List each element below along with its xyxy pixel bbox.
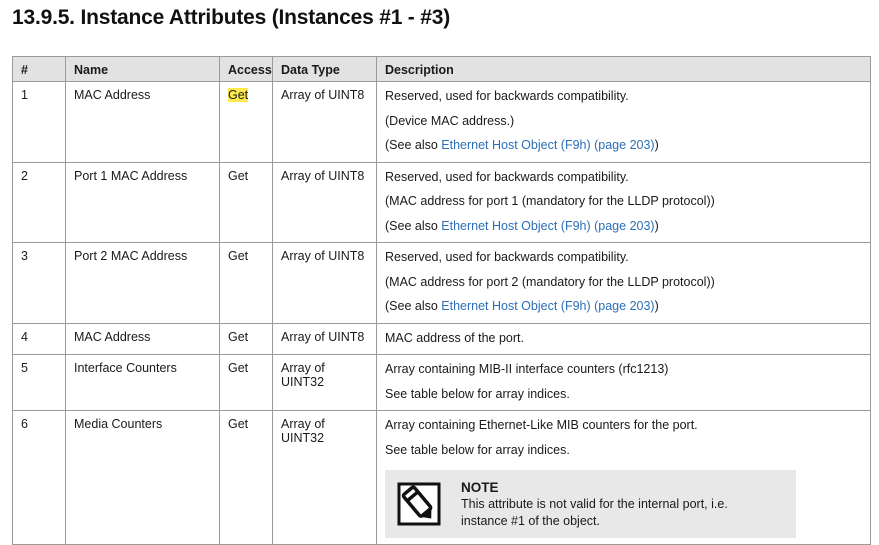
cell-name: MAC Address [66,323,220,355]
cell-data-type: Array of UINT32 [273,355,377,411]
table-row [13,162,871,243]
cell-data-type: Array of UINT8 [273,162,377,243]
instance-attributes-table [12,56,871,545]
description-line: See table below for array indices. [385,386,570,401]
description-line: Reserved, used for backwards compatibility. [385,89,629,103]
header-name: Name [66,57,220,82]
see-also-line [385,137,862,162]
description-line: (MAC address for port 2 (mandatory for the LLDP protocol)) [385,274,715,289]
note-text-line: This attribute is not valid for the internal port, i.e. [461,496,728,511]
cell-access: Get [220,323,273,355]
table-row [13,355,871,411]
table-row [13,243,871,324]
cell-access: Get [220,355,273,411]
description-line: See table below for array indices. [385,442,570,457]
table-row [13,411,871,545]
description-line: (Device MAC address.) [385,113,515,128]
cell-data-type: Array of UINT8 [273,243,377,324]
see-also-prefix: (See also [385,218,442,233]
cell-access [220,82,273,163]
description-line: Reserved, used for backwards compatibility. [385,169,629,184]
section-title: 13.9.5. Instance Attributes (Instances #1 - #3) [12,6,450,29]
cell-number: 2 [13,162,66,243]
note-text-line: instance #1 of the object. [461,513,600,528]
cell-name: MAC Address [66,82,220,163]
cell-description [377,323,871,355]
cell-number: 5 [13,355,66,411]
cell-name: Port 1 MAC Address [66,162,220,243]
header-data-type: Data Type [273,57,377,82]
cell-access: Get [220,411,273,545]
cell-description [377,411,871,545]
cell-data-type: Array of UINT8 [273,82,377,163]
table-row [13,323,871,355]
see-also-suffix: ) [654,299,659,313]
cell-number: 6 [13,411,66,545]
cell-data-type: Array of UINT8 [273,323,377,355]
ethernet-host-object-link[interactable]: Ethernet Host Object (F9h) (page 203) [441,299,655,313]
note-box [385,470,796,538]
header-access: Access [220,57,273,82]
cell-name: Media Counters [66,411,220,545]
note-title: NOTE [461,479,499,495]
see-also-line [385,298,862,323]
see-also-prefix: (See also [385,138,442,152]
ethernet-host-object-link[interactable]: Ethernet Host Object (F9h) (page 203) [441,218,655,233]
cell-number: 4 [13,323,66,355]
note-content [461,479,728,530]
see-also-line [385,218,862,243]
ethernet-host-object-link[interactable]: Ethernet Host Object (F9h) (page 203) [441,138,655,152]
description-line: Reserved, used for backwards compatibility. [385,250,629,264]
highlighted-access: Get [228,88,249,102]
see-also-suffix: ) [654,218,659,233]
cell-name: Interface Counters [66,355,220,411]
description-line: Array containing MIB-II interface counters (rfc1213) [385,362,669,376]
note-pencil-icon [397,482,441,526]
description-line: Array containing Ethernet-Like MIB counters for the port. [385,418,698,432]
cell-number: 3 [13,243,66,324]
header-number: # [13,57,66,82]
cell-description [377,243,871,324]
cell-number: 1 [13,82,66,163]
table-row [13,82,871,163]
see-also-suffix: ) [654,138,659,152]
see-also-prefix: (See also [385,299,442,313]
cell-data-type: Array of UINT32 [273,411,377,545]
header-description: Description [377,57,871,82]
cell-description [377,355,871,411]
cell-access: Get [220,162,273,243]
table-header-row [13,57,871,82]
cell-access: Get [220,243,273,324]
cell-description [377,162,871,243]
cell-description [377,82,871,163]
cell-name: Port 2 MAC Address [66,243,220,324]
description-line: MAC address of the port. [385,330,524,345]
description-line: (MAC address for port 1 (mandatory for the LLDP protocol)) [385,194,715,208]
